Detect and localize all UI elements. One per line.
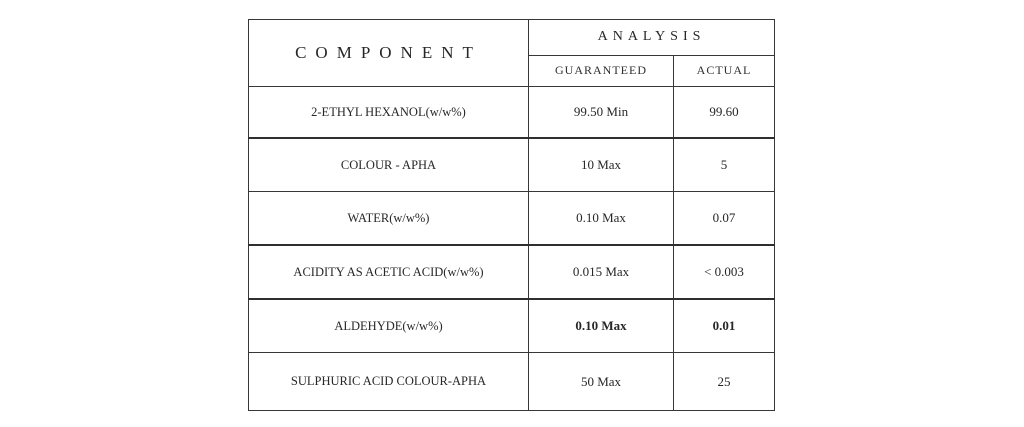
actual-cell: 0.07 [674,192,775,246]
actual-cell: 99.60 [674,87,775,139]
component-header: COMPONENT [249,20,529,87]
table-row [249,353,775,411]
guaranteed-cell: 50 Max [529,353,674,411]
component-cell: ALDEHYDE(w/w%) [249,299,529,353]
table-row [249,299,775,353]
analysis-table [248,19,775,411]
component-cell: 2-ETHYL HEXANOL(w/w%) [249,87,529,139]
guaranteed-cell: 0.10 Max [529,192,674,246]
component-cell: ACIDITY AS ACETIC ACID(w/w%) [249,245,529,299]
guaranteed-cell: 0.10 Max [529,299,674,353]
guaranteed-cell: 10 Max [529,138,674,192]
table-row [249,138,775,192]
actual-cell: 0.01 [674,299,775,353]
table-row [249,192,775,246]
table-row [249,245,775,299]
header-row [249,20,775,56]
component-cell: SULPHURIC ACID COLOUR-APHA [249,353,529,411]
actual-cell: 5 [674,138,775,192]
table-row [249,87,775,139]
actual-cell: 25 [674,353,775,411]
guaranteed-cell: 99.50 Min [529,87,674,139]
guaranteed-header: GUARANTEED [529,55,674,86]
actual-header: ACTUAL [674,55,775,86]
guaranteed-cell: 0.015 Max [529,245,674,299]
component-cell: WATER(w/w%) [249,192,529,246]
component-cell: COLOUR - APHA [249,138,529,192]
analysis-header: ANALYSIS [529,20,775,56]
actual-cell: < 0.003 [674,245,775,299]
